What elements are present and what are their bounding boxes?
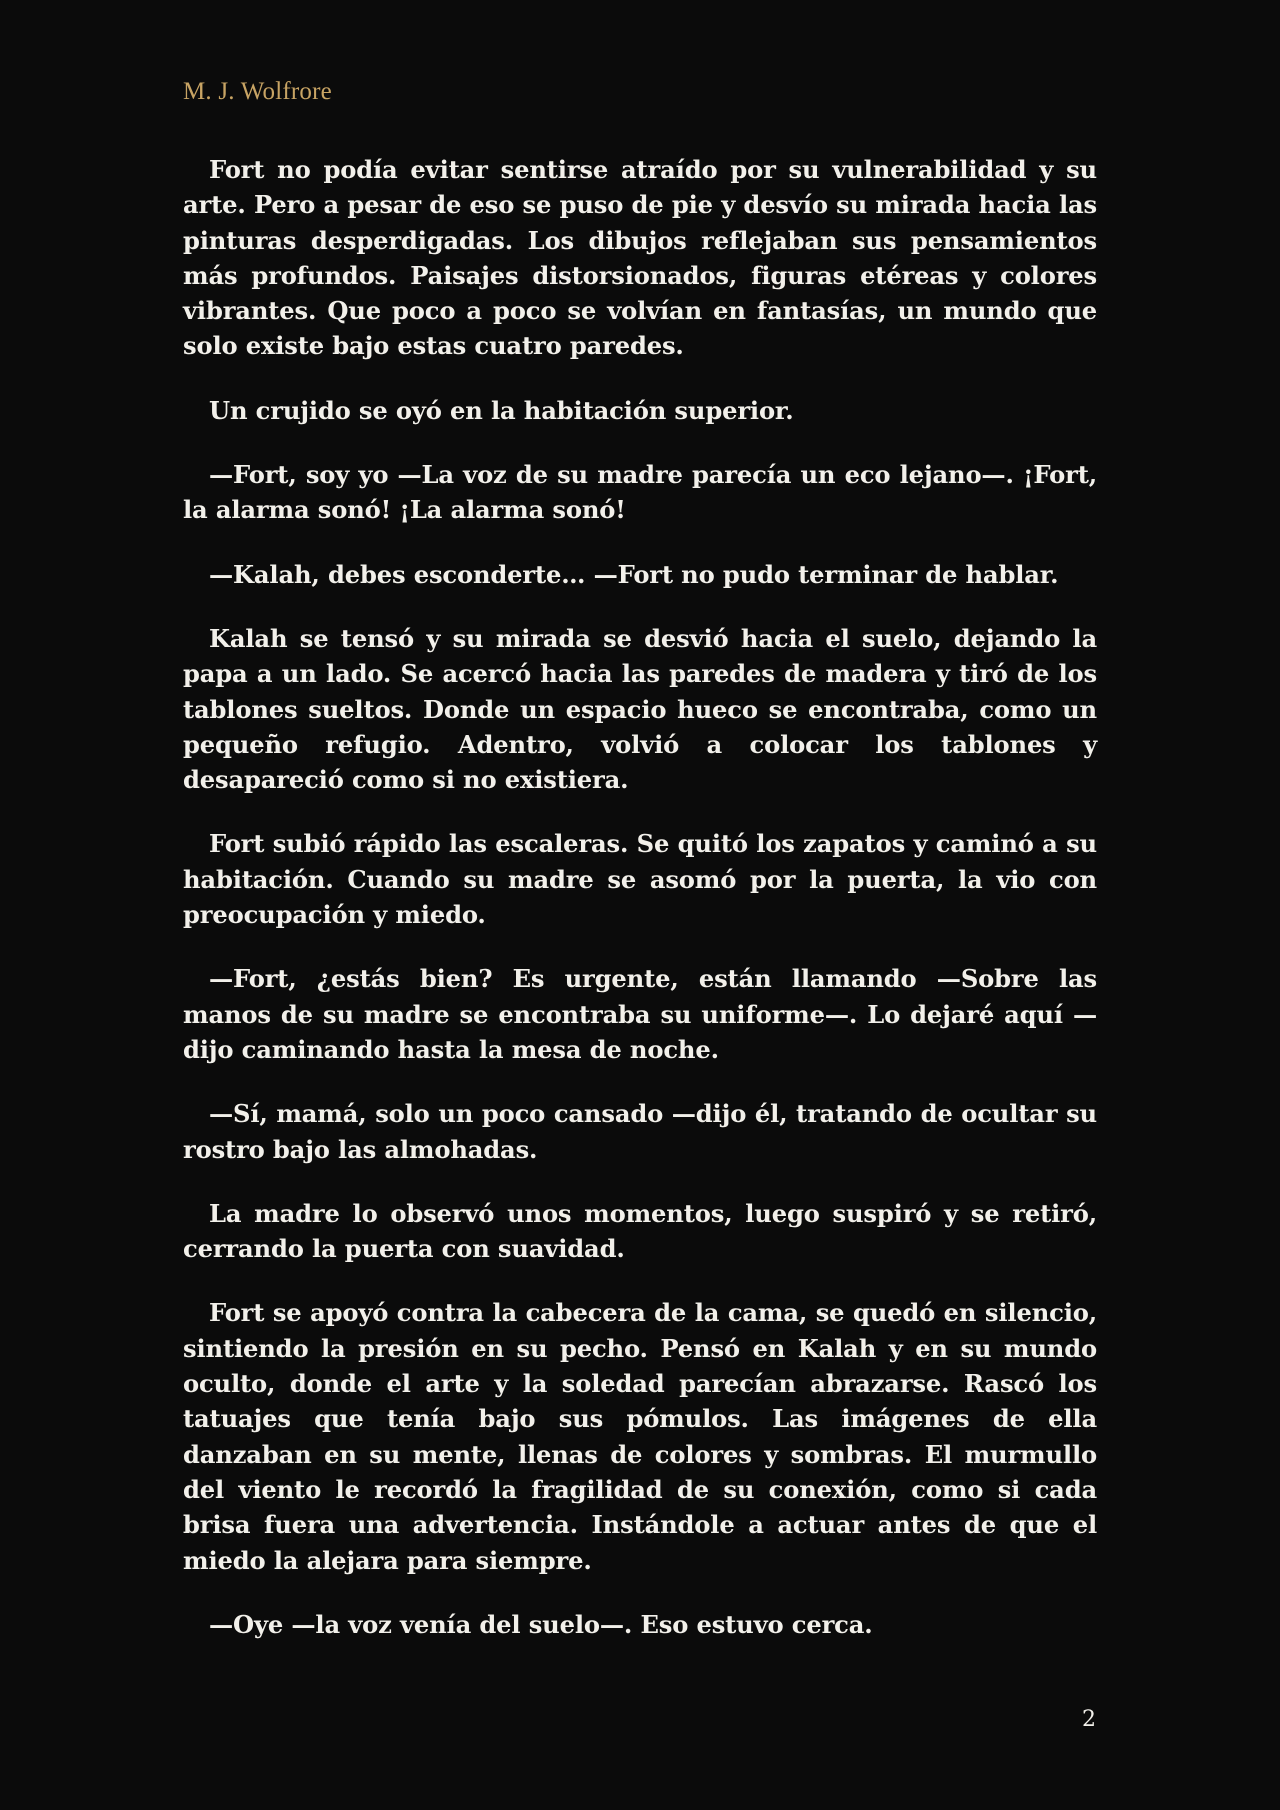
page-body xyxy=(183,152,1097,1671)
paragraph: —Kalah, debes esconderte… —Fort no pudo terminar de hablar. xyxy=(209,559,1059,589)
paragraph: Fort se apoyó contra la cabecera de la cama, se quedó en silencio, sintiendo la presión en su pecho. Pensó en Kalah y en su mundo oculto, donde el arte y la soledad parecían abrazarse. Rascó los tatuajes que tenía bajo sus pómulos. Las imágenes de ella danzaban en su mente, llenas de colores y sombras. El murmullo del viento le recordó la fragilidad de su conexión, como si cada brisa fuera una advertencia. Instándole a actuar antes de que el miedo la alejara para siempre. xyxy=(183,1298,1097,1575)
paragraph: Fort subió rápido las escaleras. Se quitó los zapatos y caminó a su habitación. Cuando su madre se asomó por la puerta, la vio con preocupación y miedo. xyxy=(183,829,1097,930)
paragraph: —Oye —la voz venía del suelo—. Eso estuvo cerca. xyxy=(209,1609,873,1639)
paragraph: Un crujido se oyó en la habitación superior. xyxy=(209,395,794,425)
paragraph: —Fort, soy yo —La voz de su madre parecía un eco lejano—. ¡Fort, la alarma sonó! ¡La alarma sonó! xyxy=(183,460,1097,525)
running-header-author: M. J. Wolfrore xyxy=(183,78,332,105)
paragraph: Kalah se tensó y su mirada se desvió hacia el suelo, dejando la papa a un lado. Se acercó hacia las paredes de madera y tiró de los tablones sueltos. Donde un espacio hueco se encontraba, como un pequeño refugio. Adentro, volvió a colocar los tablones y desapareció como si no existiera. xyxy=(183,623,1097,795)
paragraph: Fort no podía evitar sentirse atraído por su vulnerabilidad y su arte. Pero a pesar de eso se puso de pie y desvío su mirada hacia las pinturas desperdigadas. Los dibujos reflejaban sus pensamientos más profundos. Paisajes distorsionados, figuras etéreas y colores vibrantes. Que poco a poco se volvían en fantasías, un mundo que solo existe bajo estas cuatro paredes. xyxy=(183,155,1097,361)
paragraph: —Fort, ¿estás bien? Es urgente, están llamando —Sobre las manos de su madre se encontraba su uniforme—. Lo dejaré aquí —dijo caminando hasta la mesa de noche. xyxy=(183,964,1097,1064)
paragraph: La madre lo observó unos momentos, luego suspiró y se retiró, cerrando la puerta con suavidad. xyxy=(183,1198,1097,1264)
paragraph: —Sí, mamá, solo un poco cansado —dijo él, tratando de ocultar su rostro bajo las almohadas. xyxy=(183,1099,1097,1164)
page-number: 2 xyxy=(1082,1707,1096,1732)
